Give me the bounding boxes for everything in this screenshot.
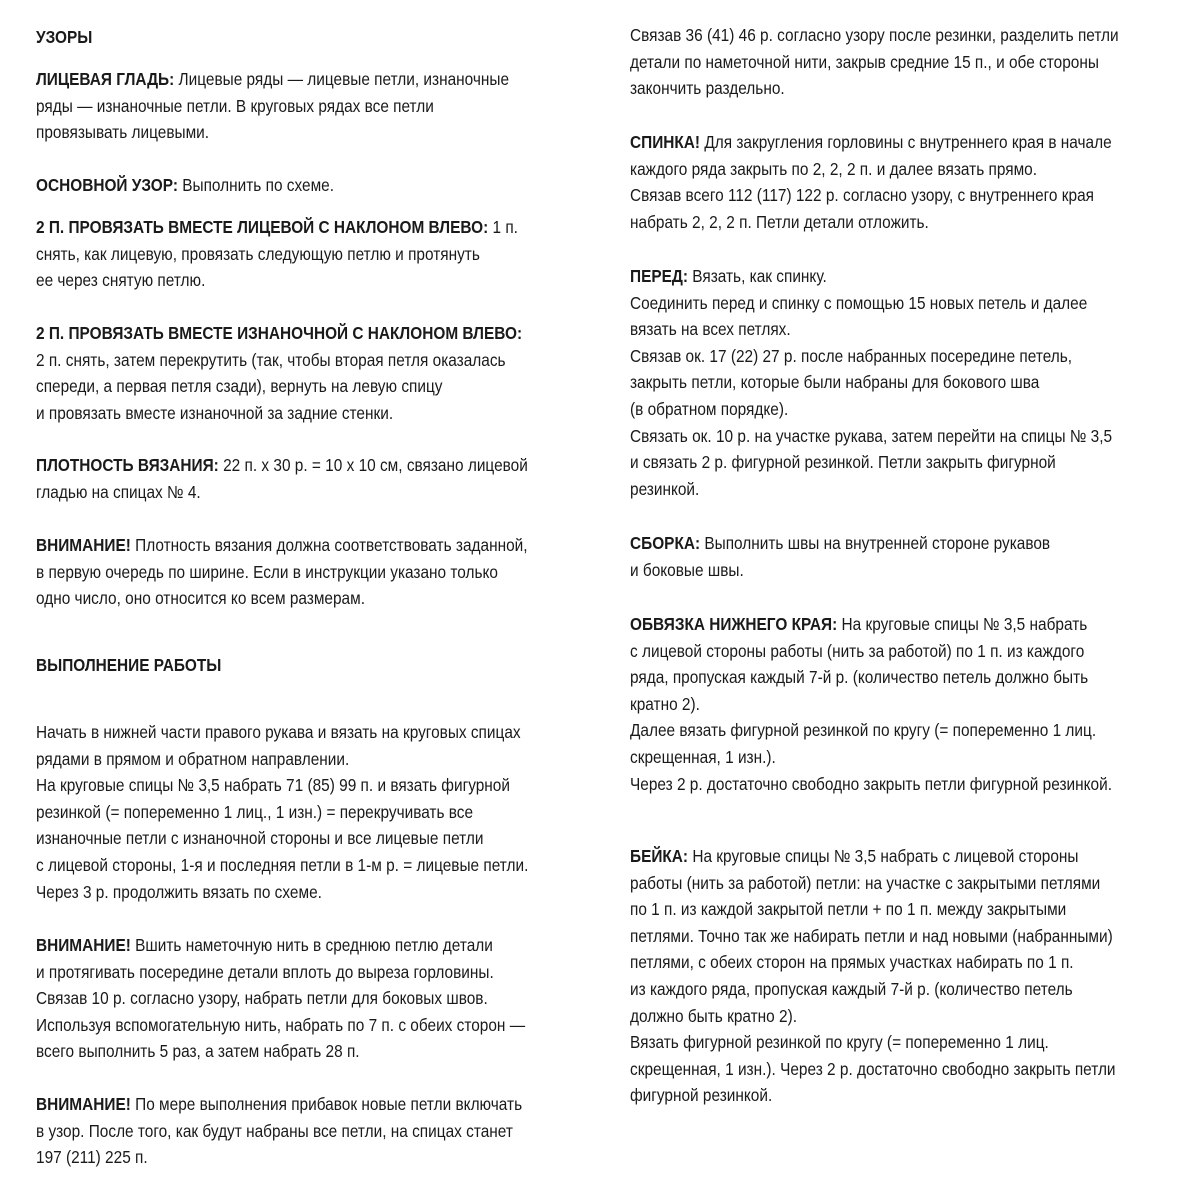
- p2tog-left-section: 2 П. ПРОВЯЗАТЬ ВМЕСТЕ ИЗНАНОЧНОЙ С НАКЛОНОМ ВЛЕВО: 2 п. снять, затем перекрутить (так, чтобы вторая петля оказалась спереди, а первая петля сзади), вернуть на левую спицу и провязать вместе изнаночной за задние стенки.: [36, 320, 599, 426]
- section-heading: СБОРКА:: [630, 533, 701, 553]
- binding-section: БЕЙКА: На круговые спицы № 3,5 набрать с лицевой стороны работы (нить за работой) петли: на участке с закрытыми петлями по 1 п. из каждой закрытой петли + по 1 п. между закрытыми петлями. Точно так же набирать петли и над новыми (набранными) петлями, с обеих сторон на прямых участках набирать по 1 п. из каждого ряда, пропуская каждый 7-й р. (количество петель должно быть кратно 2). Вязать фигурной резинкой по кругу (= попеременно 1 лиц. скрещенная, 1 изн.). Через 2 р. достаточно свободно закрыть петли фигурной резинкой.: [630, 846, 1116, 1106]
- back-section: СПИНКА! Для закругления горловины с внутреннего края в начале каждого ряда закрыть по 2, 2, 2 п. и далее вязать прямо. Связав всего 112 (117) 122 р. согласно узору, с внутреннего края набрать 2, 2, 2 п. Петли детали отложить.: [630, 132, 1112, 232]
- execution-section: Начать в нижней части правого рукава и вязать на круговых спицах рядами в прямом и обратном направлении. На круговые спицы № 3,5 набрать 71 (85) 99 п. и вязать фигурной резинкой (= попеременно 1 лиц., 1 изн.) = перекручивать все изнаночные петли с изнаночной стороны и все лицевые петли с лицевой стороны, 1-я и последняя петли в 1-м р. = лицевые петли. Через 3 р. продолжить вязать по схеме.: [36, 722, 529, 902]
- section-heading: ОСНОВНОЙ УЗОР:: [36, 175, 178, 195]
- attention-basting-section: ВНИМАНИЕ! Вшить наметочную нить в среднюю петлю детали и протягивать посередине детали вплоть до выреза горловины. Связав 10 р. согласно узору, набрать петли для боковых швов. Используя вспомогательную нить, набрать по 7 п. с обеих сторон — всего выполнить 5 раз, а затем набрать 28 п.: [36, 935, 526, 1062]
- attention-gauge-section: ВНИМАНИЕ! Плотность вязания должна соответствовать заданной, в первую очередь по ширине. Если в инструкции указано только одно число, оно относится ко всем размерам.: [36, 535, 528, 609]
- k2tog-left-section: 2 П. ПРОВЯЗАТЬ ВМЕСТЕ ЛИЦЕВОЙ С НАКЛОНОМ ВЛЕВО: 1 п. снять, как лицевую, провязать следующую петлю и протянуть ее через снятую петлю.: [36, 217, 518, 291]
- front-section: ПЕРЕД: Вязать, как спинку. Соединить перед и спинку с помощью 15 новых петель и далее вязать на всех петлях. Связав ок. 17 (22) 27 р. после набранных посередине петель, закрыть петли, которые были набраны для бокового шва (в обратном порядке). Связать ок. 10 р. на участке рукава, затем перейти на спицы № 3,5 и связать 2 р. фигурной резинкой. Петли закрыть фигурной резинкой.: [630, 266, 1113, 499]
- execution-title: ВЫПОЛНЕНИЕ РАБОТЫ: [36, 655, 222, 675]
- attention-increases-section: ВНИМАНИЕ! По мере выполнения прибавок новые петли включать в узор. После того, как будут набраны все петли, на спицах станет 197 (211) 225 п.: [36, 1094, 523, 1168]
- section-heading: ПЕРЕД:: [630, 266, 688, 286]
- section-heading: ЛИЦЕВАЯ ГЛАДЬ:: [36, 69, 175, 89]
- section-heading: 2 П. ПРОВЯЗАТЬ ВМЕСТЕ ЛИЦЕВОЙ С НАКЛОНОМ ВЛЕВО:: [36, 217, 489, 237]
- assembly-section: СБОРКА: Выполнить швы на внутренней стороне рукавов и боковые швы.: [630, 533, 1051, 580]
- section-heading: 2 П. ПРОВЯЗАТЬ ВМЕСТЕ ИЗНАНОЧНОЙ С НАКЛОНОМ ВЛЕВО:: [36, 323, 523, 343]
- section-heading: БЕЙКА:: [630, 846, 689, 866]
- section-heading: ПЛОТНОСТЬ ВЯЗАНИЯ:: [36, 455, 219, 475]
- bottom-edge-section: ОБВЯЗКА НИЖНЕГО КРАЯ: На круговые спицы № 3,5 набрать с лицевой стороны работы (нить за работой) по 1 п. из каждого ряда, пропуская каждый 7-й р. (количество петель должно быть кратно 2). Далее вязать фигурной резинкой по кругу (= попеременно 1 лиц. скрещенная, 1 изн.). Через 2 р. достаточно свободно закрыть петли фигурной резинкой.: [630, 614, 1112, 794]
- main-pattern-section: ОСНОВНОЙ УЗОР: Выполнить по схеме.: [36, 175, 335, 195]
- section-heading: ОБВЯЗКА НИЖНЕГО КРАЯ:: [630, 614, 838, 634]
- section-heading: ВНИМАНИЕ!: [36, 535, 131, 555]
- section-heading: ВНИМАНИЕ!: [36, 935, 131, 955]
- neck-split-section: Связав 36 (41) 46 р. согласно узору после резинки, разделить петли детали по наметочной нити, закрыв средние 15 п., и обе стороны закончить раздельно.: [630, 25, 1119, 99]
- section-heading: ВНИМАНИЕ!: [36, 1094, 131, 1114]
- patterns-title: УЗОРЫ: [36, 27, 93, 47]
- stockinette-section: ЛИЦЕВАЯ ГЛАДЬ: Лицевые ряды — лицевые петли, изнаночные ряды — изнаночные петли. В круговых рядах все петли провязывать лицевыми.: [36, 69, 510, 143]
- gauge-section: ПЛОТНОСТЬ ВЯЗАНИЯ: 22 п. х 30 р. = 10 х 10 см, связано лицевой гладью на спицах № 4.: [36, 455, 528, 502]
- section-heading: СПИНКА!: [630, 132, 701, 152]
